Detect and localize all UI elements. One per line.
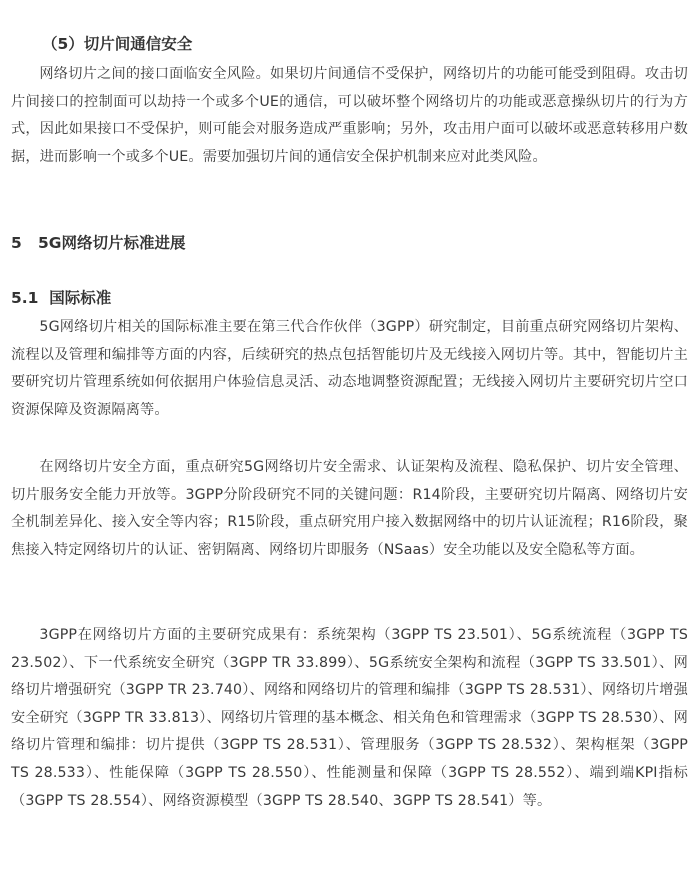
- subheading-slice-communication-security: （5）切片间通信安全: [42, 35, 193, 53]
- paragraph-slice-security-research: 在网络切片安全方面，重点研究5G网络切片安全需求、认证架构及流程、隐私保护、切片安全管理、切片服务安全能力开放等。3GPP分阶段研究不同的关键问题：R14阶段，主要研究切片隔离、网络切片安全机制差异化、接入安全等内容；R15阶段，重点研究用户接入数据网络中的切片认证流程；R16阶段，聚焦接入特定网络切片的认证、密钥隔离、网络切片即服务（NSaas）安全功能以及安全隐私等方面。: [11, 459, 688, 558]
- paragraph-3gpp-results: 3GPP在网络切片方面的主要研究成果有：系统架构（3GPP TS 23.501）、5G系统流程（3GPP TS 23.502）、下一代系统安全研究（3GPP TR 33.899）、5G系统安全架构和流程（3GPP TS 33.501）、网络切片增强研究（3GPP TR 23.740）、网络和网络切片的管理和编排（3GPP TS 28.531）、网络切片增强安全研究（3GPP TR 33.813）、网络切片管理的基本概念、相关角色和管理需求（3GPP TS 28.530）、网络切片管理和编排：切片提供（3GPP TS 28.531）、管理服务（3GPP TS 28.532）、架构框架（3GPP TS 28.533）、性能保障（3GPP TS 28.550）、性能测量和保障（3GPP TS 28.552）、端到端KPI指标（3GPP TS 28.554）、网络资源模型（3GPP TS 28.540、3GPP TS 28.541）等。: [11, 627, 688, 809]
- section-heading-standards-progress: 5 5G网络切片标准进展: [11, 234, 186, 252]
- paragraph-slice-interface-risk: 网络切片之间的接口面临安全风险。如果切片间通信不受保护，网络切片的功能可能受到阻碍。攻击切片间接口的控制面可以劫持一个或多个UE的通信，可以破坏整个网络切片的功能或恶意操纵切片的行为方式，因此如果接口不受保护，则可能会对服务造成严重影响；另外，攻击用户面可以破坏或恶意转移用户数据，进而影响一个或多个UE。需要加强切片间的通信安全保护机制来应对此类风险。: [11, 66, 688, 165]
- subsection-heading-international-standards: 5.1 国际标准: [11, 289, 112, 307]
- paragraph-3gpp-overview: 5G网络切片相关的国际标准主要在第三代合作伙伴（3GPP）研究制定，目前重点研究网络切片架构、流程以及管理和编排等方面的内容，后续研究的热点包括智能切片及无线接入网切片等。其中，智能切片主要研究切片管理系统如何依据用户体验信息灵活、动态地调整资源配置；无线接入网切片主要研究切片空口资源保障及资源隔离等。: [11, 319, 688, 418]
